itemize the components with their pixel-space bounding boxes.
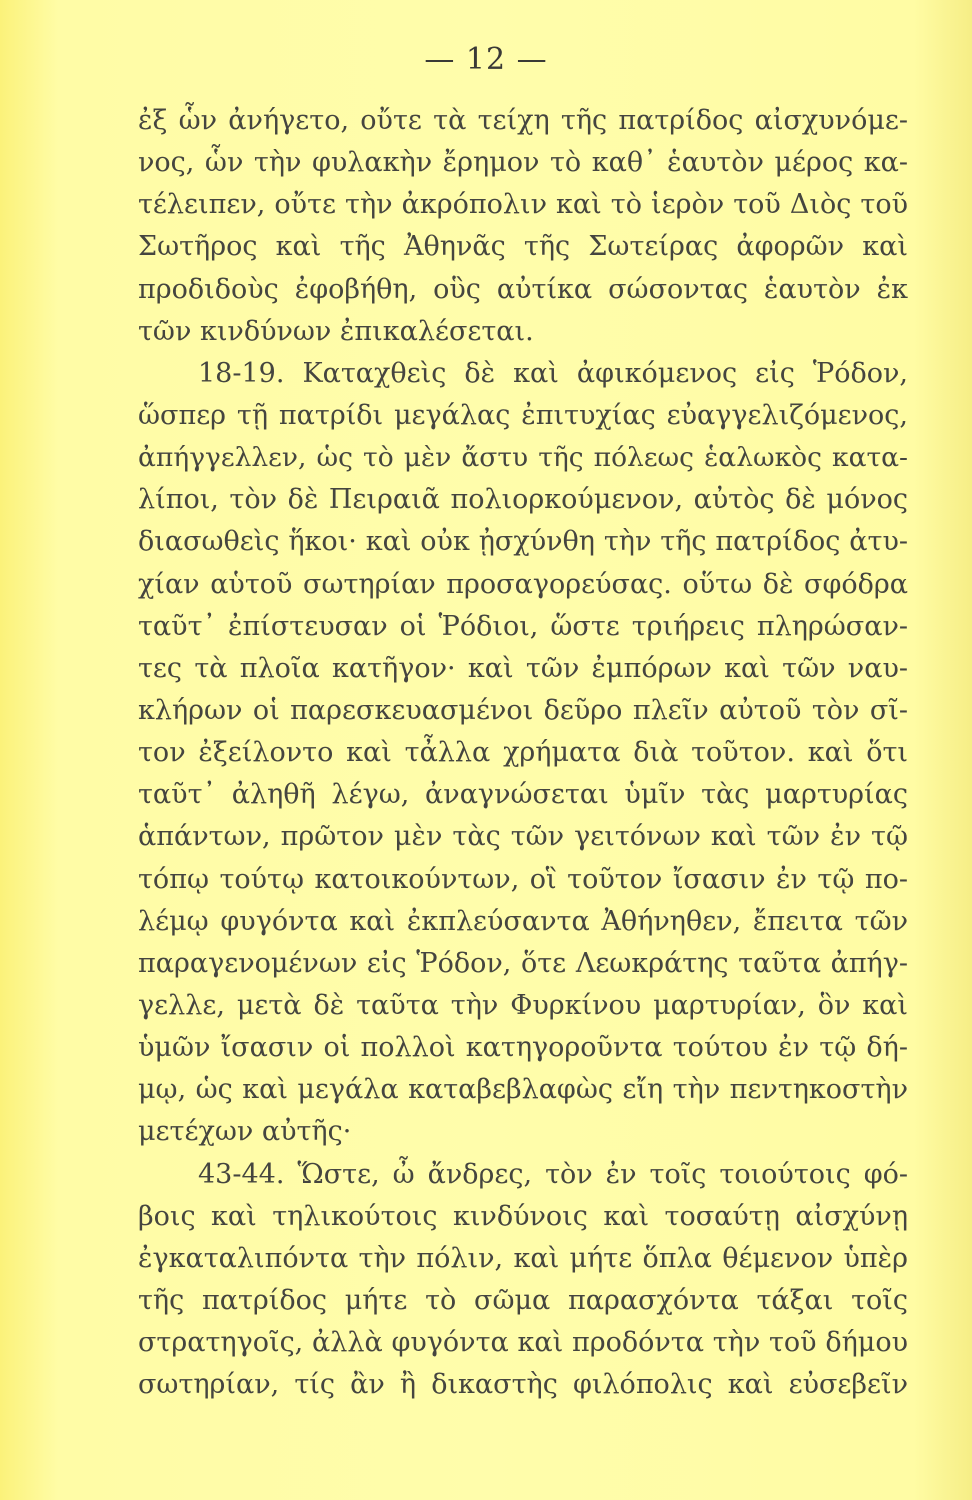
text-line: ὥσπερ τῇ πατρίδι μεγάλας ἐπιτυχίας εὐαγγελιζόμενος,	[138, 399, 908, 431]
text-line: λέμῳ φυγόντα καὶ ἐκπλεύσαντα Ἀθήνηθεν, ἔπειτα τῶν	[138, 905, 908, 937]
text-line: τῆς πατρίδος μήτε τὸ σῶμα παρασχόντα τάξαι τοῖς	[138, 1284, 908, 1316]
text-line: 43-44. Ὥστε, ὦ ἄνδρες, τὸν ἐν τοῖς τοιούτοις φό-	[198, 1158, 908, 1190]
text-line: τῶν κινδύνων ἐπικαλέσεται.	[138, 315, 534, 347]
text-line: χίαν αὑτοῦ σωτηρίαν προσαγορεύσας. οὕτω δὲ σφόδρα	[138, 568, 908, 600]
text-line: ταῦτ᾽ ἀληθῆ λέγω, ἀναγνώσεται ὑμῖν τὰς μαρτυρίας	[138, 779, 908, 811]
text-line: λίποι, τὸν δὲ Πειραιᾶ πολιορκούμενον, αὐτὸς δὲ μόνος	[138, 484, 908, 516]
text-line: Σωτῆρος καὶ τῆς Ἀθηνᾶς τῆς Σωτείρας ἀφορῶν καὶ	[138, 231, 908, 263]
text-line: ἁπάντων, πρῶτον μὲν τὰς τῶν γειτόνων καὶ τῶν ἐν τῷ	[138, 821, 908, 853]
text-line: προδιδοὺς ἐφοβήθη, οὓς αὐτίκα σώσοντας ἑαυτὸν ἐκ	[138, 273, 908, 305]
text-line: τέλειπεν, οὔτε τὴν ἀκρόπολιν καὶ τὸ ἱερὸν τοῦ Διὸς τοῦ	[138, 189, 908, 221]
text-line: 18-19. Καταχθεὶς δὲ καὶ ἀφικόμενος εἰς Ῥόδον,	[198, 357, 908, 389]
text-line: παραγενομένων εἰς Ῥόδον, ὅτε Λεωκράτης ταῦτα ἀπήγ-	[138, 947, 908, 979]
page-text	[138, 100, 908, 1406]
text-line: τον ἐξείλοντο καὶ τἆλλα χρήματα διὰ τοῦτον. καὶ ὅτι	[138, 737, 908, 769]
text-line: βοις καὶ τηλικούτοις κινδύνοις καὶ τοσαύτῃ αἰσχύνῃ	[138, 1200, 908, 1232]
text-line: διασωθεὶς ἥκοι· καὶ οὐκ ᾐσχύνθη τὴν τῆς πατρίδος ἀτυ-	[138, 526, 908, 558]
text-line: ἀπήγγελλεν, ὡς τὸ μὲν ἄστυ τῆς πόλεως ἑαλωκὸς κατα-	[138, 442, 908, 474]
text-line: στρατηγοῖς, ἀλλὰ φυγόντα καὶ προδόντα τὴν τοῦ δήμου	[138, 1327, 908, 1359]
text-line: ἐξ ὧν ἀνήγετο, οὔτε τὰ τείχη τῆς πατρίδος αἰσχυνόμε-	[138, 105, 908, 136]
text-line: τες τὰ πλοῖα κατῆγον· καὶ τῶν ἐμπόρων καὶ τῶν ναυ-	[138, 652, 908, 684]
text-line: ὑμῶν ἴσασιν οἱ πολλοὶ κατηγοροῦντα τούτου ἐν τῷ δή-	[138, 1032, 908, 1064]
text-line: ταῦτ᾽ ἐπίστευσαν οἱ Ῥόδιοι, ὥστε τριήρεις πληρώσαν-	[138, 610, 908, 642]
text-line: νος, ὧν τὴν φυλακὴν ἔρημον τὸ καθ᾽ ἑαυτὸν μέρος κα-	[138, 147, 908, 179]
text-line: μετέχων αὐτῆς·	[138, 1116, 352, 1148]
text-line: γελλε, μετὰ δὲ ταῦτα τὴν Φυρκίνου μαρτυρίαν, ὃν καὶ	[138, 989, 908, 1021]
text-line: μῳ, ὡς καὶ μεγάλα καταβεβλαφὼς εἴη τὴν πεντηκοστὴν	[138, 1074, 908, 1106]
text-line: ἐγκαταλιπόντα τὴν πόλιν, καὶ μήτε ὅπλα θέμενον ὑπὲρ	[138, 1242, 908, 1274]
text-line: κλήρων οἱ παρεσκευασμένοι δεῦρο πλεῖν αὐτοῦ τὸν σῖ-	[138, 694, 908, 726]
text-line: σωτηρίαν, τίς ἂν ἢ δικαστὴς φιλόπολις καὶ εὐσεβεῖν	[138, 1369, 908, 1401]
text-line: τόπῳ τούτῳ κατοικούντων, οἳ τοῦτον ἴσασιν ἐν τῷ πο-	[138, 863, 908, 895]
page-number: — 12 —	[424, 42, 548, 77]
